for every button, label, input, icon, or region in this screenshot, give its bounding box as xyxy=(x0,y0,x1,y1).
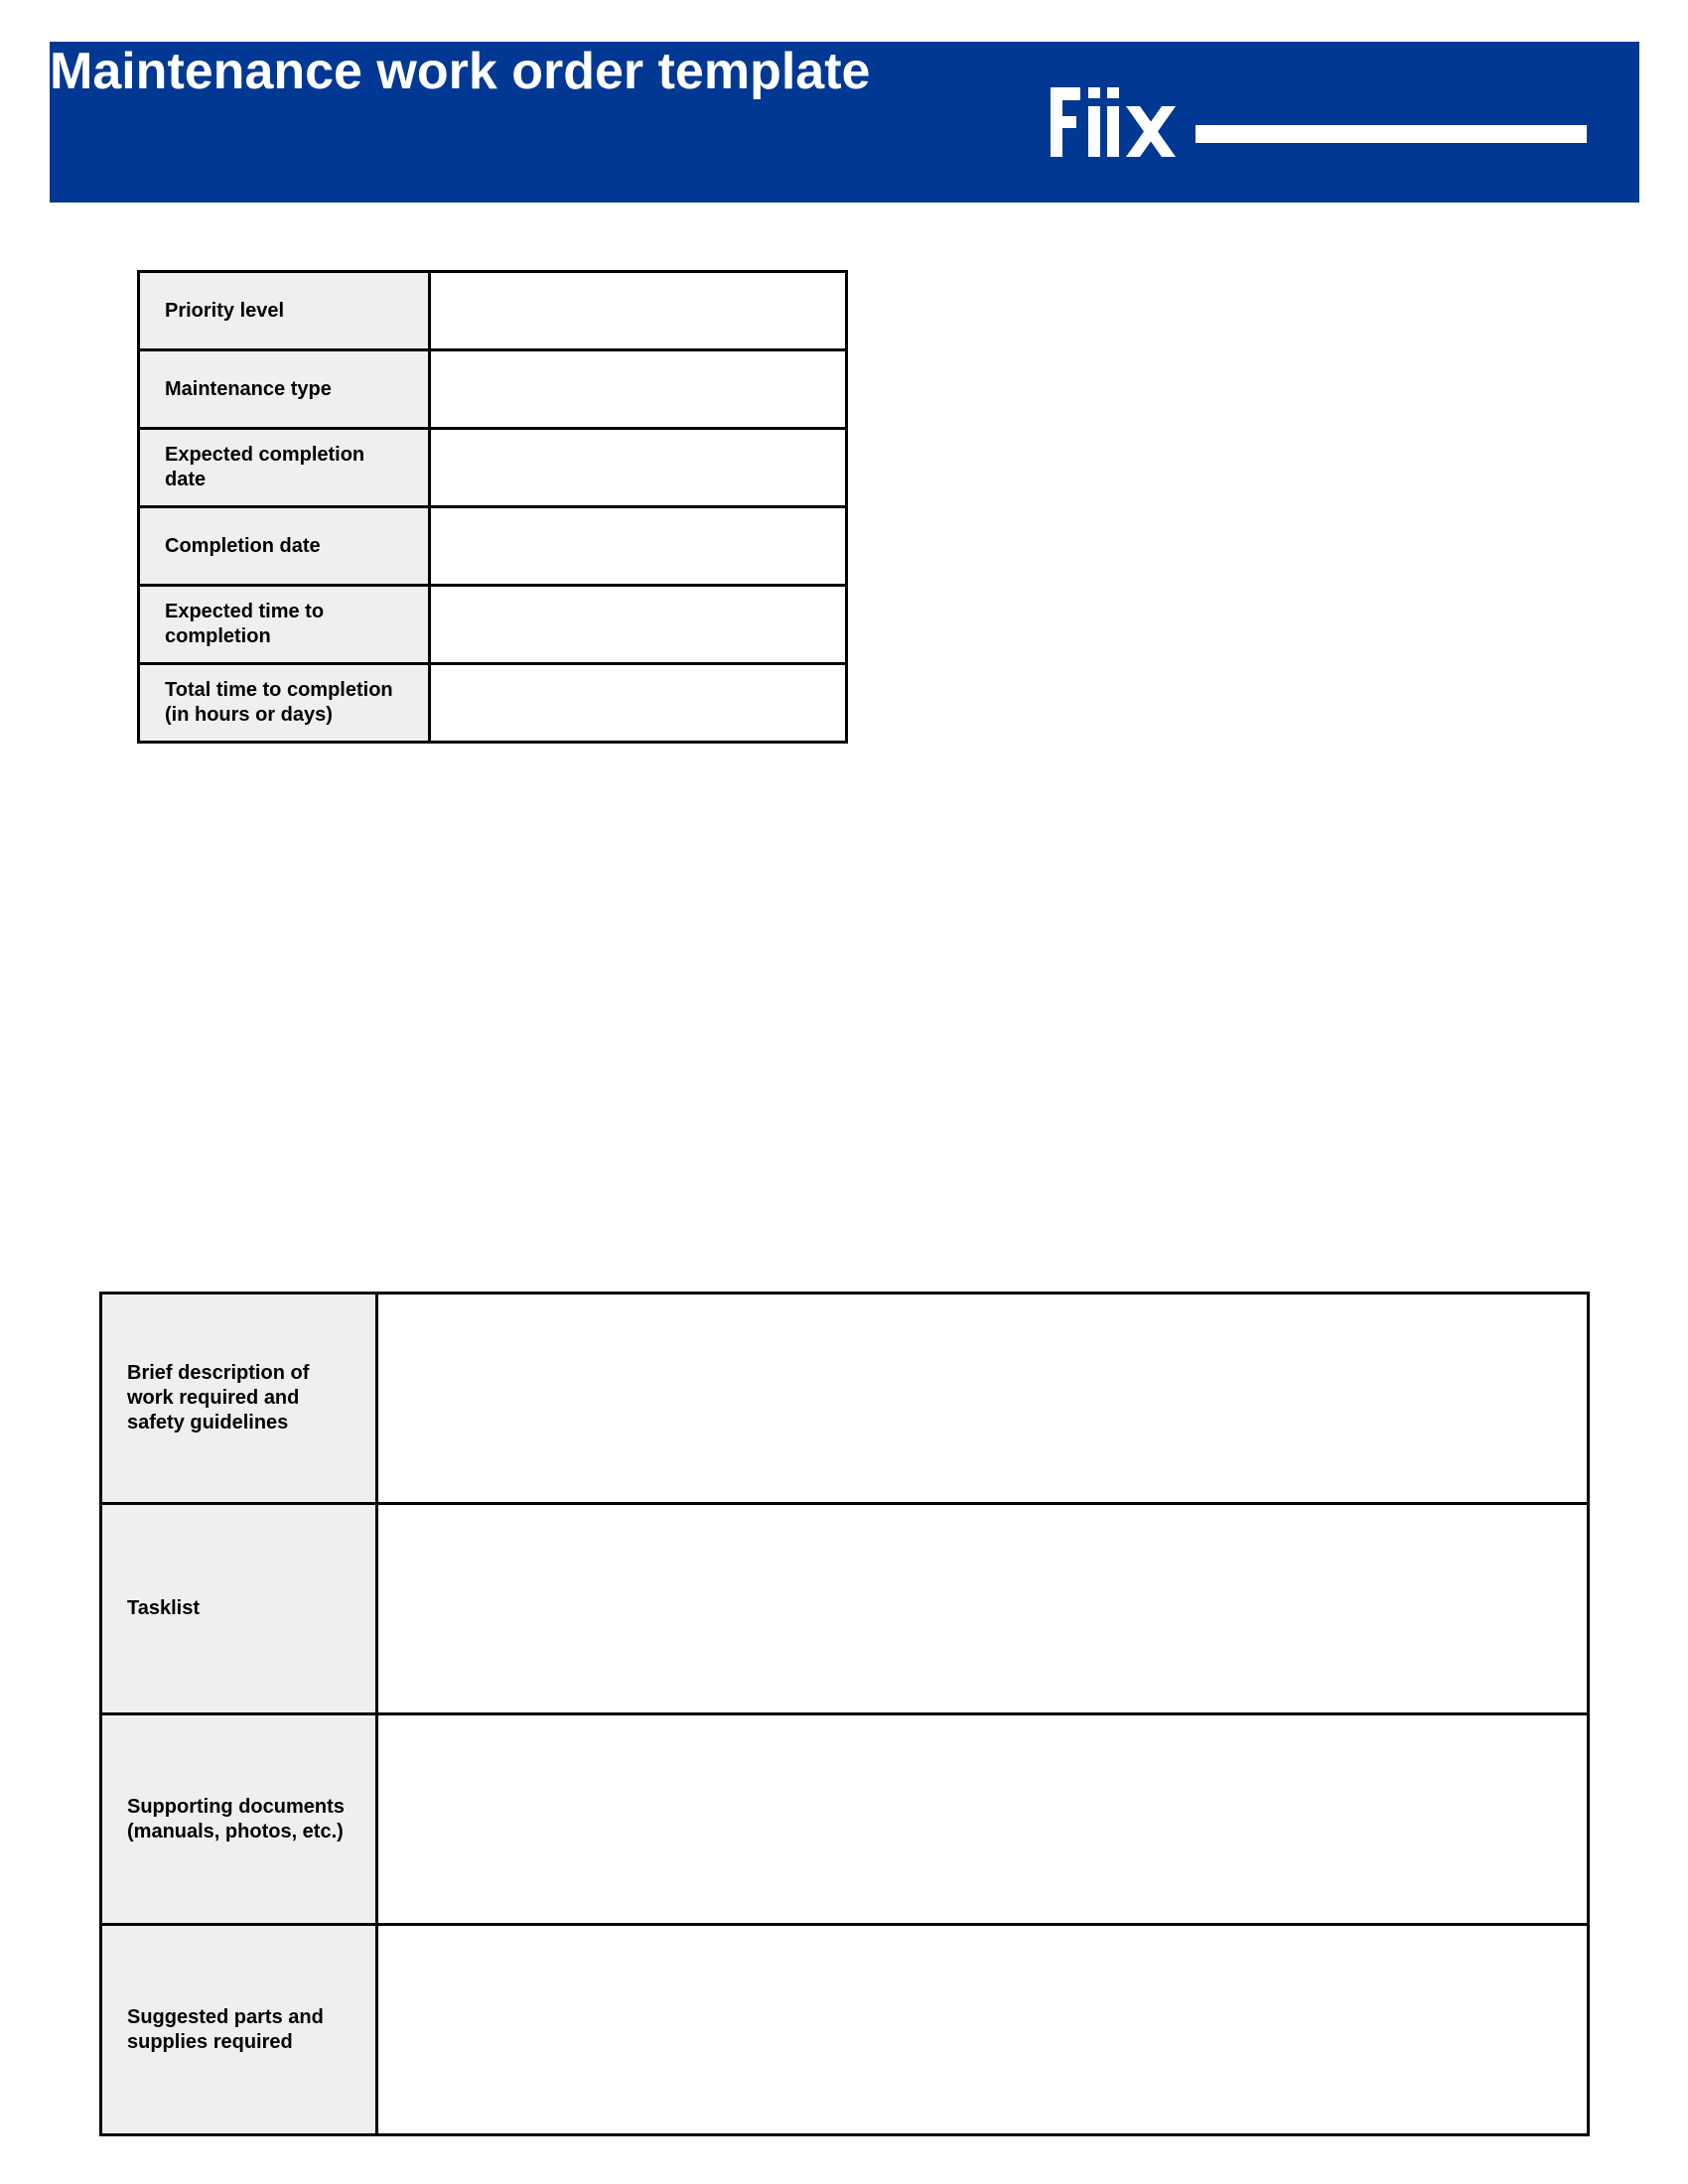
expected-time-field[interactable] xyxy=(430,586,847,664)
details-table xyxy=(137,270,848,744)
completion-date-field[interactable] xyxy=(430,507,847,586)
work-description-label: Brief description of work required and safety guidelines xyxy=(101,1294,377,1504)
table-row xyxy=(101,1925,1589,2135)
maintenance-type-label: Maintenance type xyxy=(139,350,430,429)
tasklist-label: Tasklist xyxy=(101,1504,377,1714)
table-row xyxy=(139,272,847,350)
table-row xyxy=(139,586,847,664)
expected-time-label: Expected time to completion xyxy=(139,586,430,664)
logo-tagline-bar xyxy=(1196,125,1587,143)
completion-date-label: Completion date xyxy=(139,507,430,586)
priority-level-label: Priority level xyxy=(139,272,430,350)
expected-completion-date-label: Expected completion date xyxy=(139,429,430,507)
table-row xyxy=(101,1714,1589,1925)
expected-completion-date-field[interactable] xyxy=(430,429,847,507)
table-row xyxy=(139,664,847,743)
table-row xyxy=(101,1294,1589,1504)
supporting-documents-label: Supporting documents (manuals, photos, etc.) xyxy=(101,1714,377,1925)
suggested-parts-field[interactable] xyxy=(377,1925,1589,2135)
work-details-table xyxy=(99,1292,1590,2136)
supporting-documents-field[interactable] xyxy=(377,1714,1589,1925)
work-description-field[interactable] xyxy=(377,1294,1589,1504)
suggested-parts-label: Suggested parts and supplies required xyxy=(101,1925,377,2135)
total-time-label: Total time to completion (in hours or days) xyxy=(139,664,430,743)
tasklist-field[interactable] xyxy=(377,1504,1589,1714)
header-banner xyxy=(50,42,1639,203)
priority-level-field[interactable] xyxy=(430,272,847,350)
fiix-logo xyxy=(1051,87,1178,157)
page-title: Maintenance work order template xyxy=(50,43,871,100)
total-time-field[interactable] xyxy=(430,664,847,743)
table-row xyxy=(139,429,847,507)
table-row xyxy=(139,350,847,429)
table-row xyxy=(139,507,847,586)
table-row xyxy=(101,1504,1589,1714)
maintenance-type-field[interactable] xyxy=(430,350,847,429)
